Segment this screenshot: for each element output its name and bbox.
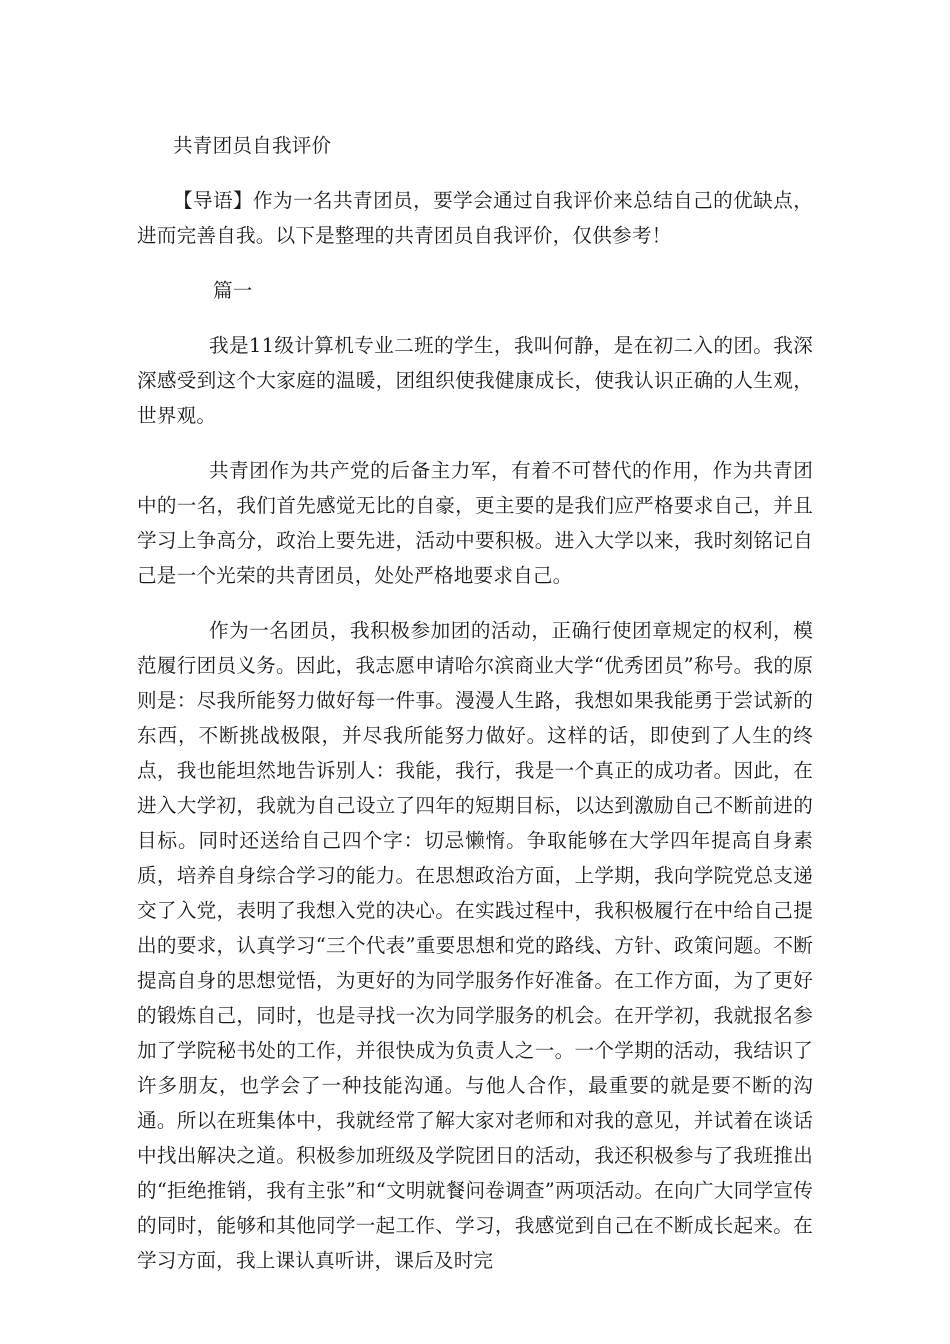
body-paragraph-3: 作为一名团员，我积极参加团的活动，正确行使团章规定的权利，模范履行团员义务。因此，我志愿申请哈尔滨商业大学“优秀团员”称号。我的原则是：尽我所能努力做好每一件事。漫漫人生路，我想如果我能勇于尝试新的东西，不断挑战极限，并尽我所能努力做好。这样的话，即使到了人生的终点，我也能坦然地告诉别人：我能，我行，我是一个真正的成功者。因此，在进入大学初，我就为自己设立了四年的短期目标，以达到激励自己不断前进的目标。同时还送给自己四个字：切忌懒惰。争取能够在大学四年提高自身素质，培养自身综合学习的能力。在思想政治方面，上学期，我向学院党总支递交了入党，表明了我想入党的决心。在实践过程中，我积极履行在中给自己提出的要求，认真学习“三个代表”重要思想和党的路线、方针、政策问题。不断提高自身的思想觉悟，为更好的为同学服务作好准备。在工作方面，为了更好的锻炼自己，同时，也是寻找一次为同学服务的机会。在开学初，我就报名参加了学院秘书处的工作，并很快成为负责人之一。一个学期的活动，我结识了许多朋友，也学会了一种技能沟通。与他人合作，最重要的就是要不断的沟通。所以在班集体中，我就经常了解大家对老师和对我的意见，并试着在谈话中找出解决之道。积极参加班级及学院团日的活动，我还积极参与了我班推出的“拒绝推销，我有主张”和“文明就餐问卷调查”两项活动。在向广大同学宣传的同时，能够和其他同学一起工作、学习，我感觉到自己在不断成长起来。在学习方面，我上课认真听讲，课后及时完	[137, 619, 813, 1272]
document-body	[137, 128, 813, 1298]
lead-paragraph: 【导语】作为一名共青团员，要学会通过自我评价来总结自己的优缺点，进而完善自我。以下是整理的共青团员自我评价，仅供参考！	[137, 189, 813, 247]
body-paragraph-2: 共青团作为共产党的后备主力军，有着不可替代的作用，作为共青团中的一名，我们首先感觉无比的自豪，更主要的是我们应严格要求自己，并且学习上争高分，政治上要先进，活动中要积极。进入大学以来，我时刻铭记自己是一个光荣的共青团员，处处严格地要求自己。	[137, 459, 813, 587]
document-title: 共青团员自我评价	[173, 134, 332, 157]
body-paragraph-1: 我是11级计算机专业二班的学生，我叫何静，是在初二入的团。我深深感受到这个大家庭的温暖，团组织使我健康成长，使我认识正确的人生观，世界观。	[137, 334, 813, 427]
section-heading: 篇一	[213, 279, 253, 302]
